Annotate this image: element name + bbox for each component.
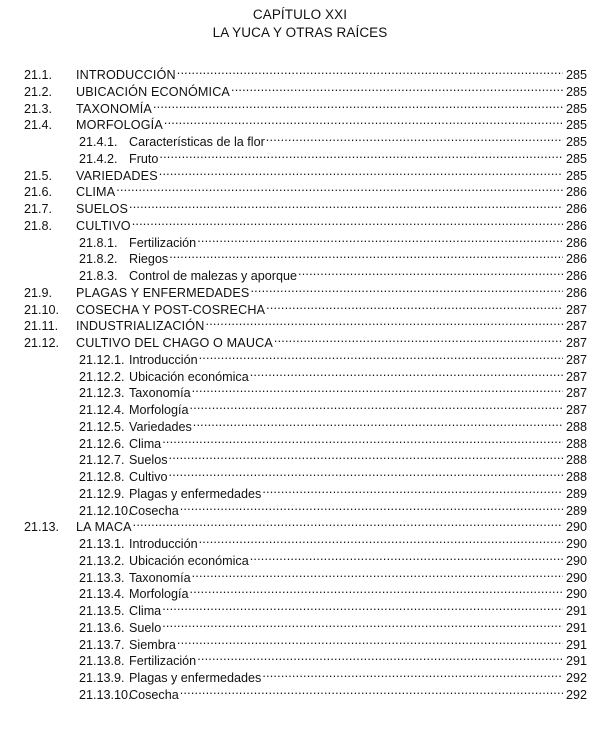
toc-subsection-entry: [79, 246, 587, 267]
toc-entry-page: 291: [565, 620, 587, 635]
toc-section-entry: [24, 280, 587, 300]
toc-entry-number: 21.8.2.: [79, 252, 118, 267]
toc-entry-page: 290: [565, 570, 587, 585]
toc-subsection-entry: [79, 380, 587, 401]
toc-entry-number: 21.12.4.: [79, 403, 125, 417]
toc-subsection-entry: [79, 464, 587, 484]
toc-dot-leader: [116, 179, 563, 196]
toc-subsection-entry: [79, 548, 587, 568]
toc-section-entry: [24, 330, 587, 350]
toc-entry-title: Variedades: [129, 419, 192, 434]
toc-dot-leader: [192, 380, 563, 397]
toc-subsection-entry: [79, 146, 587, 166]
toc-entry-page: 288: [565, 419, 587, 434]
toc-dot-leader: [274, 330, 563, 347]
toc-entry-page: 287: [565, 369, 587, 384]
toc-entry-page: 287: [565, 386, 587, 401]
toc-section-entry: [24, 196, 587, 216]
toc-dot-leader: [180, 498, 563, 515]
toc-entry-number: 21.13.9.: [79, 671, 125, 685]
toc-dot-leader: [162, 598, 563, 615]
toc-entry-page: 289: [565, 486, 587, 501]
toc-entry-title: Control de malezas y aporque: [129, 269, 298, 283]
toc-entry-number: 21.4.: [24, 118, 53, 133]
toc-entry-title: Riegos: [129, 252, 169, 267]
toc-entry-number: 21.6.: [24, 185, 53, 200]
toc-subsection-entry: [79, 498, 587, 518]
toc-subsection-entry: [79, 414, 587, 434]
toc-entry-page: 291: [565, 604, 587, 618]
toc-entry-number: 21.10.: [24, 302, 60, 317]
toc-entry-title: Morfología: [129, 403, 189, 417]
toc-dot-leader: [262, 665, 563, 682]
toc-entry-number: 21.13.2.: [79, 553, 125, 568]
toc-dot-leader: [132, 213, 563, 230]
toc-subsection-entry: [79, 648, 587, 669]
toc-entry-page: 286: [565, 269, 587, 283]
toc-dot-leader: [193, 414, 563, 431]
toc-entry-title: Ubicación económica: [129, 369, 249, 384]
toc-subsection-entry: [79, 397, 587, 417]
toc-dot-leader: [169, 464, 564, 481]
toc-dot-leader: [199, 347, 563, 364]
toc-entry-title: Ubicación económica: [129, 553, 249, 568]
toc-dot-leader: [298, 263, 563, 280]
toc-subsection-entry: [79, 347, 587, 367]
toc-dot-leader: [169, 246, 563, 263]
toc-dot-leader: [192, 565, 563, 582]
toc-dot-leader: [197, 648, 563, 665]
toc-entry-title: Suelo: [129, 620, 162, 635]
toc-entry-page: 287: [565, 336, 587, 350]
toc-section-entry: [24, 163, 587, 183]
toc-entry-number: 21.4.2.: [79, 151, 118, 166]
toc-entry-title: Fruto: [129, 151, 159, 166]
toc-entry-number: 21.9.: [24, 285, 53, 300]
toc-dot-leader: [190, 581, 563, 598]
toc-entry-page: 285: [565, 118, 587, 133]
toc-subsection-entry: [79, 682, 587, 702]
toc-entry-number: 21.12.8.: [79, 470, 125, 484]
toc-section-entry: [24, 514, 587, 535]
toc-entry-number: 21.13.7.: [79, 637, 125, 652]
toc-entry-title: Siembra: [129, 637, 176, 652]
toc-entry-number: 21.12.7.: [79, 453, 125, 468]
toc-subsection-entry: [79, 581, 587, 602]
toc-entry-number: 21.12.3.: [79, 386, 125, 401]
toc-entry-title: Plagas y enfermedades: [129, 671, 262, 685]
toc-entry-title: Introducción: [129, 537, 198, 551]
toc-entry-page: 288: [565, 453, 587, 468]
toc-entry-page: 288: [565, 470, 587, 484]
chapter-title: LA YUCA Y OTRAS RAÍCES: [212, 25, 388, 40]
toc-dot-leader: [162, 431, 563, 448]
toc-entry-title: INTRODUCCIÓN: [76, 68, 176, 82]
toc-section-entry: [24, 96, 587, 116]
toc-entry-title: Taxonomía: [129, 386, 191, 401]
toc-entry-page: 289: [565, 503, 587, 518]
toc-entry-page: 285: [565, 84, 587, 99]
toc-entry-title: LA MACA: [76, 520, 132, 535]
toc-entry-number: 21.13.3.: [79, 570, 125, 585]
toc-entry-page: 290: [565, 537, 587, 551]
toc-entry-number: 21.8.3.: [79, 269, 118, 283]
toc-entry-page: 292: [565, 687, 587, 702]
toc-dot-leader: [250, 280, 563, 297]
toc-entry-page: 285: [565, 135, 587, 149]
toc-dot-leader: [169, 447, 563, 464]
toc-subsection-entry: [79, 598, 587, 618]
toc-entry-page: 285: [565, 101, 587, 116]
toc-entry-title: PLAGAS Y ENFERMEDADES: [76, 285, 250, 300]
toc-entry-title: SUELOS: [76, 202, 128, 216]
toc-entry-page: 288: [565, 436, 587, 451]
toc-entry-title: INDUSTRIALIZACIÓN: [76, 319, 205, 334]
toc-entry-title: Cosecha: [129, 503, 179, 518]
toc-entry-page: 290: [565, 520, 587, 535]
toc-entry-number: 21.13.10.: [79, 687, 132, 702]
toc-section-entry: [24, 79, 587, 99]
toc-section-entry: [24, 213, 587, 233]
toc-dot-leader: [266, 129, 563, 146]
toc-entry-number: 21.12.1.: [79, 352, 125, 367]
toc-entry-page: 287: [565, 352, 587, 367]
toc-entry-page: 286: [565, 235, 587, 250]
toc-subsection-entry: [79, 431, 587, 451]
toc-subsection-entry: [79, 129, 587, 149]
toc-entry-title: Cultivo: [129, 470, 168, 484]
toc-entry-number: 21.12.2.: [79, 369, 125, 384]
toc-dot-leader: [180, 682, 563, 699]
toc-entry-title: CULTIVO DEL CHAGO O MAUCA: [76, 336, 273, 350]
toc-entry-page: 287: [565, 319, 587, 334]
chapter-number: CAPÍTULO XXI: [252, 7, 348, 22]
toc-entry-number: 21.13.1.: [79, 537, 125, 551]
toc-entry-title: Taxonomía: [129, 570, 191, 585]
toc-subsection-entry: [79, 364, 587, 384]
toc-dot-leader: [153, 96, 563, 113]
toc-dot-leader: [250, 548, 563, 565]
toc-entry-page: 292: [565, 671, 587, 685]
toc-entry-page: 286: [565, 202, 587, 216]
toc-entry-page: 286: [565, 285, 587, 300]
toc-entry-page: 287: [565, 302, 587, 317]
toc-entry-title: VARIEDADES: [76, 168, 158, 183]
toc-dot-leader: [206, 313, 564, 330]
toc-entry-title: CLIMA: [76, 185, 116, 200]
toc-entry-number: 21.4.1.: [79, 135, 118, 149]
toc-subsection-entry: [79, 565, 587, 585]
toc-entry-number: 21.12.5.: [79, 419, 125, 434]
toc-entry-number: 21.11.: [24, 319, 59, 334]
toc-entry-title: Fertilización: [129, 654, 197, 669]
toc-section-entry: [24, 179, 587, 200]
toc-entry-title: UBICACIÓN ECONÓMICA: [76, 84, 230, 99]
toc-subsection-entry: [79, 263, 587, 283]
toc-subsection-entry: [79, 615, 587, 635]
toc-dot-leader: [262, 481, 563, 498]
toc-entry-page: 286: [565, 252, 587, 267]
toc-entry-title: TAXONOMÍA: [76, 101, 152, 116]
toc-entry-number: 21.13.6.: [79, 620, 125, 635]
toc-dot-leader: [133, 514, 563, 531]
toc-entry-number: 21.13.: [24, 520, 60, 535]
toc-entry-number: 21.3.: [24, 101, 53, 116]
toc-dot-leader: [190, 397, 563, 414]
toc-entry-page: 285: [565, 68, 587, 82]
toc-entry-page: 286: [565, 218, 587, 233]
toc-entry-page: 290: [565, 587, 587, 602]
toc-dot-leader: [129, 196, 563, 213]
toc-entry-page: 285: [565, 151, 587, 166]
toc-entry-number: 21.12.: [24, 336, 60, 350]
toc-entry-title: Fertilización: [129, 235, 197, 250]
toc-entry-page: 290: [565, 553, 587, 568]
toc-dot-leader: [266, 297, 563, 314]
toc-entry-page: 285: [565, 168, 587, 183]
toc-entry-number: 21.2.: [24, 84, 53, 99]
toc-entry-number: 21.7.: [24, 202, 53, 216]
toc-entry-number: 21.8.: [24, 218, 53, 233]
toc-subsection-entry: [79, 481, 587, 501]
toc-dot-leader: [164, 112, 563, 129]
toc-dot-leader: [199, 531, 563, 548]
toc-entry-page: 286: [565, 185, 587, 200]
toc-entry-number: 21.13.8.: [79, 654, 125, 669]
toc-entry-title: Suelos: [129, 453, 168, 468]
toc-entry-title: Cosecha: [129, 687, 179, 702]
toc-entry-title: COSECHA Y POST-COSRECHA: [76, 302, 266, 317]
toc-entry-title: MORFOLOGÍA: [76, 118, 163, 133]
toc-dot-leader: [177, 62, 563, 79]
toc-entry-number: 21.1.: [24, 68, 53, 82]
toc-section-entry: [24, 62, 587, 82]
toc-section-entry: [24, 112, 587, 133]
toc-subsection-entry: [79, 230, 587, 250]
toc-entry-title: CULTIVO: [76, 218, 131, 233]
toc-entry-title: Introducción: [129, 352, 198, 367]
toc-dot-leader: [177, 632, 563, 649]
toc-entry-page: 291: [565, 637, 587, 652]
toc-dot-leader: [162, 615, 563, 632]
toc-entry-title: Clima: [129, 436, 162, 451]
toc-entry-title: Plagas y enfermedades: [129, 486, 262, 501]
toc-subsection-entry: [79, 665, 587, 685]
toc-entry-number: 21.12.6.: [79, 436, 125, 451]
toc-entry-page: 291: [565, 654, 587, 669]
toc-entry-number: 21.8.1.: [79, 235, 118, 250]
toc-entry-number: 21.12.9.: [79, 486, 125, 501]
toc-subsection-entry: [79, 632, 587, 652]
toc-dot-leader: [159, 146, 563, 163]
chapter-header: [0, 6, 600, 42]
toc-entry-number: 21.13.4.: [79, 587, 125, 602]
toc-subsection-entry: [79, 447, 587, 468]
toc-entry-number: 21.12.10.: [79, 503, 132, 518]
toc-entry-title: Clima: [129, 604, 162, 618]
toc-dot-leader: [231, 79, 563, 96]
toc-dot-leader: [159, 163, 563, 180]
toc-entry-title: Morfología: [129, 587, 189, 602]
toc-subsection-entry: [79, 531, 587, 551]
toc-entry-title: Características de la flor: [129, 135, 265, 149]
toc-entry-number: 21.13.5.: [79, 604, 125, 618]
toc-section-entry: [24, 313, 587, 334]
toc-dot-leader: [197, 230, 563, 247]
toc-entry-number: 21.5.: [24, 168, 53, 183]
toc-dot-leader: [250, 364, 563, 381]
toc-entry-page: 287: [565, 403, 587, 417]
toc-section-entry: [24, 297, 587, 317]
